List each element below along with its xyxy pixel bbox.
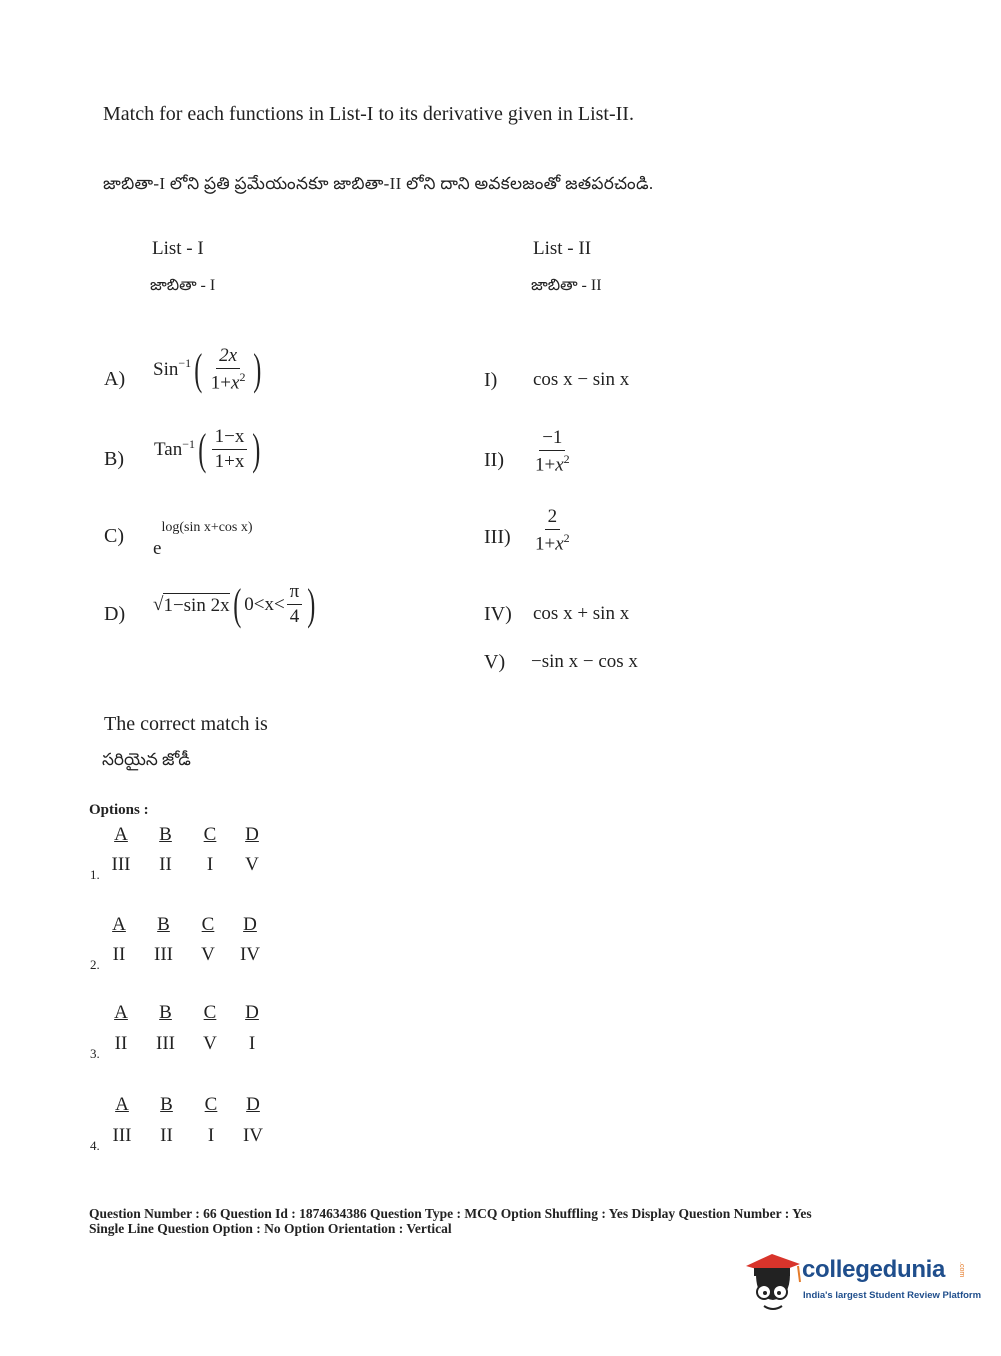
list2-label-ii: II) bbox=[484, 449, 504, 471]
right-paren: ) bbox=[307, 579, 316, 629]
list1-label-c: C) bbox=[104, 525, 124, 547]
list2-label-v: V) bbox=[484, 651, 506, 673]
header-b: B bbox=[157, 914, 170, 935]
list1-expr-a bbox=[153, 346, 265, 394]
list1-expr-b bbox=[154, 424, 264, 474]
mascot-icon bbox=[742, 1248, 804, 1318]
question-text-telugu: జాబితా-I లోని ప్రతి ప్రమేయంనకూ జాబితా-II లోని దాని అవకలజంతో జతపరచండి. bbox=[103, 174, 654, 193]
list1-title-telugu: జాబితా - I bbox=[150, 277, 216, 294]
question-text-english: Match for each functions in List-I to its derivative given in List-II. bbox=[103, 103, 634, 125]
collegedunia-logo bbox=[742, 1248, 982, 1318]
condition: 0<x< bbox=[244, 593, 285, 615]
list2-label-iii: III) bbox=[484, 526, 511, 548]
header-d: D bbox=[245, 824, 259, 845]
left-paren: ( bbox=[198, 424, 207, 474]
list1-label-b: B) bbox=[104, 448, 124, 470]
list1-label-a: A) bbox=[104, 368, 126, 390]
numerator: 2x bbox=[216, 346, 240, 369]
header-d: D bbox=[243, 914, 257, 935]
numerator: −1 bbox=[539, 428, 565, 451]
left-paren: ( bbox=[194, 345, 203, 395]
list2-title-telugu: జాబితా - II bbox=[531, 277, 602, 294]
denominator: $1+x^2$ bbox=[210, 369, 246, 394]
fn-exponent: −1 bbox=[178, 356, 192, 370]
header-a: A bbox=[112, 914, 126, 935]
list2-expr-i: cos x − sin x bbox=[533, 369, 630, 390]
list2-expr-iii bbox=[530, 507, 575, 555]
option-number: 2. bbox=[90, 957, 100, 972]
options-heading: Options : bbox=[89, 802, 149, 818]
logo-tagline: India's largest Student Review Platform bbox=[803, 1290, 982, 1301]
denominator: 4 bbox=[289, 605, 300, 627]
option-header-row bbox=[108, 914, 261, 936]
option-header-row bbox=[110, 1002, 263, 1024]
header-a: A bbox=[114, 824, 128, 845]
logo-name: collegedunia bbox=[802, 1256, 946, 1283]
list1-expr-d bbox=[153, 579, 319, 629]
denominator: 1+x bbox=[214, 450, 245, 472]
sqrt-sign: √ bbox=[153, 593, 164, 615]
header-d: D bbox=[246, 1094, 260, 1115]
denominator: $1+x^2$ bbox=[535, 530, 570, 555]
exp-base: e bbox=[153, 538, 162, 559]
fraction bbox=[532, 507, 573, 555]
header-b: B bbox=[159, 824, 172, 845]
list2-label-iv: IV) bbox=[484, 603, 512, 625]
fn-name: Tan bbox=[154, 438, 183, 460]
logo-suffix: .com bbox=[958, 1262, 965, 1278]
radicand: 1−sin 2x bbox=[163, 594, 230, 616]
fn-exponent: −1 bbox=[182, 437, 195, 451]
right-paren: ) bbox=[253, 345, 262, 395]
list2-expr-iv: cos x + sin x bbox=[533, 603, 630, 624]
correct-match-english: The correct match is bbox=[104, 713, 268, 735]
option-header-row bbox=[111, 1094, 264, 1116]
header-a: A bbox=[115, 1094, 129, 1115]
right-paren: ) bbox=[252, 424, 261, 474]
list1-expr-c bbox=[153, 520, 253, 560]
fn-name: Sin bbox=[153, 359, 179, 381]
numerator: π bbox=[287, 582, 303, 605]
question-meta bbox=[89, 1206, 812, 1236]
header-c: C bbox=[201, 914, 215, 935]
list1-title: List - I bbox=[152, 238, 204, 259]
option-number: 1. bbox=[90, 867, 100, 882]
numerator: 1−x bbox=[212, 427, 248, 450]
exp-power: log(sin x+cos x) bbox=[161, 520, 253, 535]
header-c: C bbox=[204, 1094, 218, 1115]
fraction bbox=[287, 582, 303, 628]
list1-label-d: D) bbox=[104, 603, 126, 625]
denominator: $1+x^2$ bbox=[535, 451, 570, 476]
header-d: D bbox=[245, 1002, 259, 1023]
numerator: 2 bbox=[545, 507, 561, 530]
meta-line-1: Question Number : 66 Question Id : 1874634386 Question Type : MCQ Option Shuffling : Yes Display Question Number : Yes bbox=[89, 1206, 812, 1221]
option-values-row: II III V IV bbox=[112, 944, 261, 965]
header-a: A bbox=[114, 1002, 128, 1023]
header-c: C bbox=[203, 824, 217, 845]
header-c: C bbox=[203, 1002, 217, 1023]
option-values-row: III II I V bbox=[111, 854, 259, 875]
fraction bbox=[208, 346, 249, 394]
correct-match-telugu: సరియైన జోడీ bbox=[102, 750, 191, 769]
option-number: 4. bbox=[90, 1138, 100, 1153]
list2-title: List - II bbox=[533, 238, 592, 259]
option-number: 3. bbox=[90, 1046, 100, 1061]
option-header-row bbox=[110, 824, 263, 846]
header-b: B bbox=[159, 1002, 172, 1023]
option-values-row: III II I IV bbox=[112, 1125, 264, 1146]
list2-label-i: I) bbox=[484, 369, 498, 391]
list2-expr-ii bbox=[530, 428, 575, 476]
fraction bbox=[532, 428, 573, 476]
meta-line-2: Single Line Question Option : No Option Orientation : Vertical bbox=[89, 1221, 452, 1236]
left-paren: ( bbox=[232, 579, 241, 629]
fraction bbox=[212, 427, 248, 473]
option-values-row: II III V I bbox=[114, 1033, 256, 1054]
header-b: B bbox=[160, 1094, 173, 1115]
list2-expr-v: −sin x − cos x bbox=[531, 651, 638, 672]
